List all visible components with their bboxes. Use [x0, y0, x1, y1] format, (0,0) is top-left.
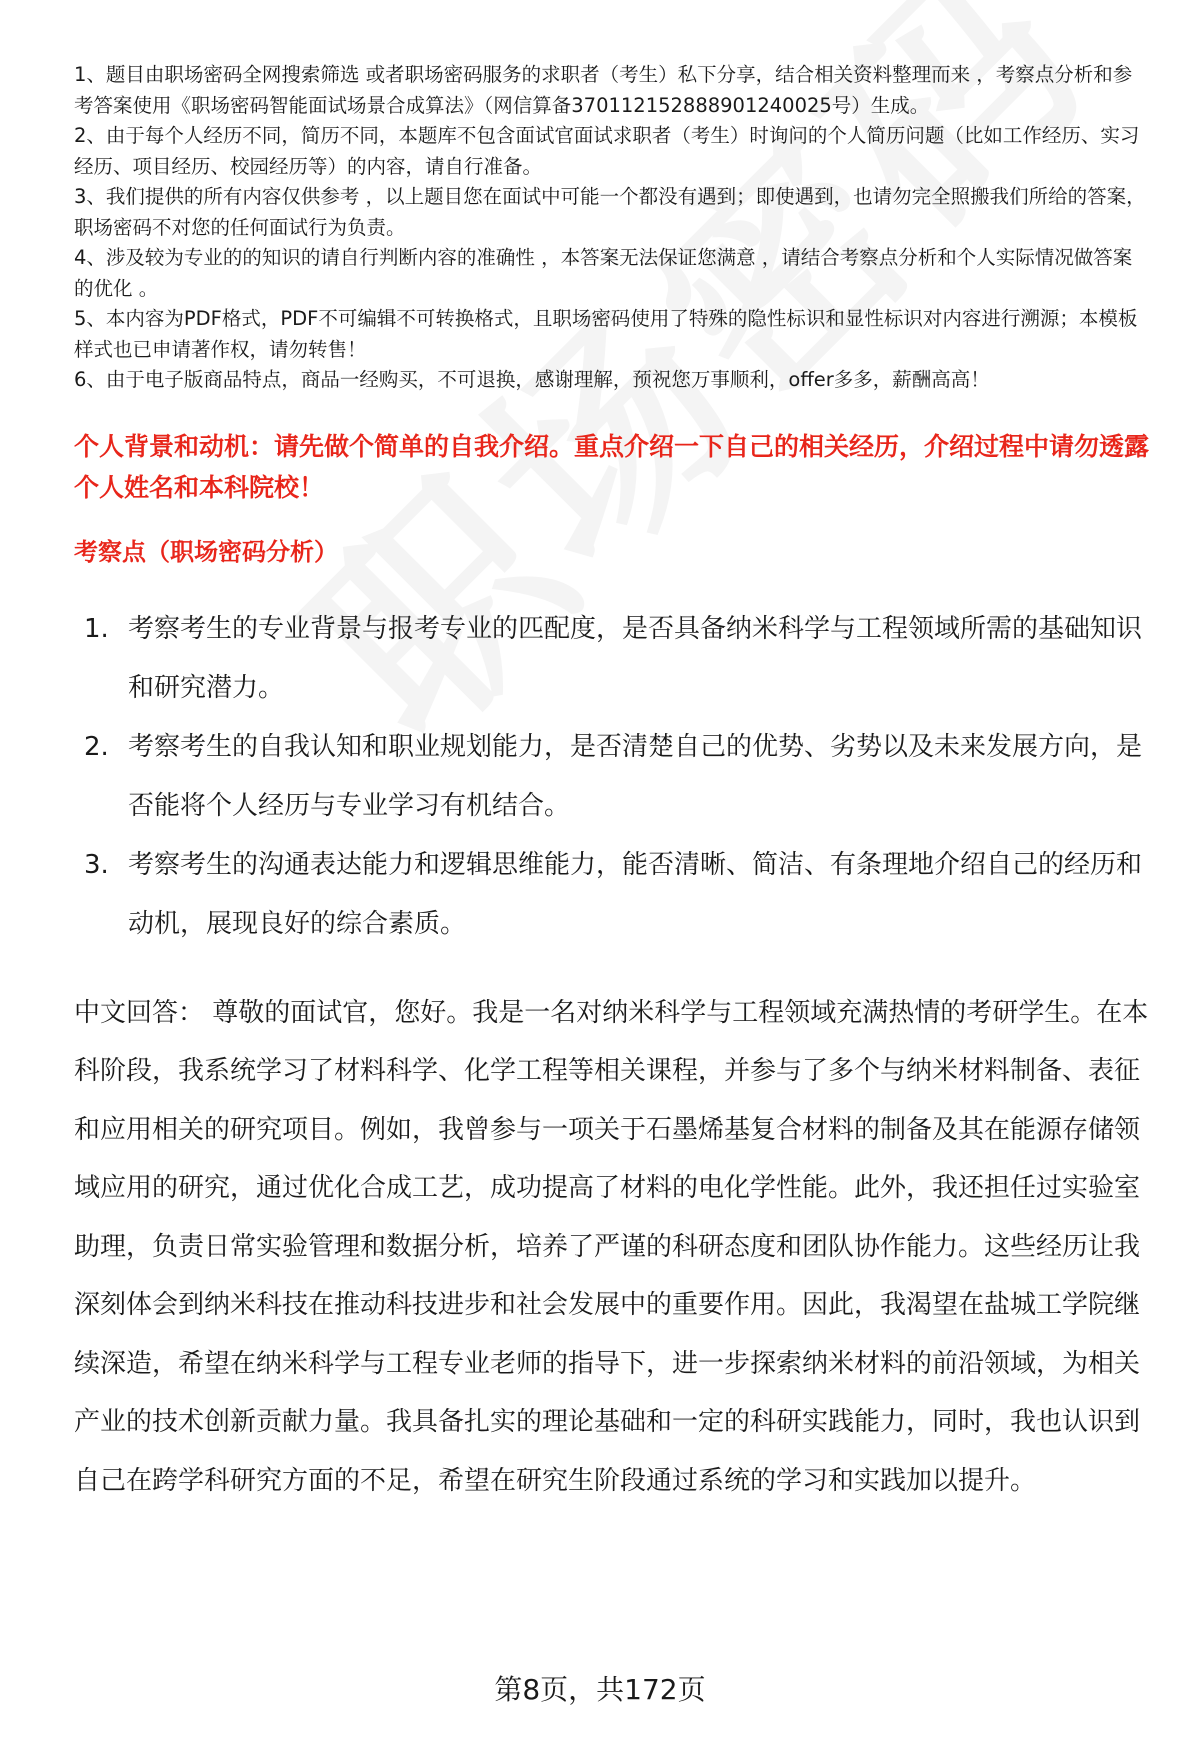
interview-question: 个人背景和动机：请先做个简单的自我介绍。重点介绍一下自己的相关经历，介绍过程中请勿透露个人姓名和本科院校！	[74, 431, 1150, 502]
point-number: 1.	[84, 613, 109, 644]
notice-list	[74, 60, 1150, 396]
notice-item: 5、本内容为PDF格式，PDF不可编辑不可转换格式，且职场密码使用了特殊的隐性标识和显性标识对内容进行溯源；本模板样式也已申请著作权，请勿转售！	[74, 307, 1138, 361]
assessment-point	[74, 836, 1150, 954]
chinese-answer: 中文回答： 尊敬的面试官，您好。我是一名对纳米科学与工程领域充满热情的考研学生。在本科阶段，我系统学习了材料科学、化学工程等相关课程，并参与了多个与纳米材料制备、表征和应用相关的研究项目。例如，我曾参与一项关于石墨烯基复合材料的制备及其在能源存储领域应用的研究，通过优化合成工艺，成功提高了材料的电化学性能。此外，我还担任过实验室助理，负责日常实验管理和数据分析，培养了严谨的科研态度和团队协作能力。这些经历让我深刻体会到纳米科技在推动科技进步和社会发展中的重要作用。因此，我渴望在盐城工学院继续深造，希望在纳米科学与工程专业老师的指导下，进一步探索纳米材料的前沿领域，为相关产业的技术创新贡献力量。我具备扎实的理论基础和一定的科研实践能力，同时，我也认识到自己在跨学科研究方面的不足，希望在研究生阶段通过系统的学习和实践加以提升。	[74, 997, 1149, 1496]
point-text: 考察考生的自我认知和职业规划能力，是否清楚自己的优势、劣势以及未来发展方向，是否能将个人经历与专业学习有机结合。	[128, 731, 1143, 821]
point-text: 考察考生的沟通表达能力和逻辑思维能力，能否清晰、简洁、有条理地介绍自己的经历和动机，展现良好的综合素质。	[128, 849, 1143, 939]
notice-item: 4、涉及较为专业的的知识的请自行判断内容的准确性 ，本答案无法保证您满意 ，请结合考察点分析和个人实际情况做答案的优化 。	[74, 246, 1133, 300]
point-number: 3.	[84, 849, 109, 880]
point-number: 2.	[84, 731, 109, 762]
assessment-point	[74, 600, 1150, 718]
section-title: 考察点（职场密码分析）	[74, 537, 338, 566]
notice-item: 3、我们提供的所有内容仅供参考 ，以上题目您在面试中可能一个都没有遇到；即使遇到，也请勿完全照搬我们所给的答案，职场密码不对您的任何面试行为负责。	[74, 185, 1146, 239]
point-text: 考察考生的专业背景与报考专业的匹配度，是否具备纳米科学与工程领域所需的基础知识和研究潜力。	[128, 613, 1143, 703]
notice-item: 2、由于每个人经历不同，简历不同，本题库不包含面试官面试求职者（考生）时询问的个人简历问题（比如工作经历、实习经历、项目经历、校园经历等）的内容，请自行准备。	[74, 124, 1140, 178]
assessment-points	[74, 600, 1150, 954]
notice-item: 1、题目由职场密码全网搜索筛选 或者职场密码服务的求职者（考生）私下分享，结合相关资料整理而来 ，考察点分析和参考答案使用《职场密码智能面试场景合成算法》（网信算备370112152888901240025号）生成。	[74, 63, 1133, 117]
assessment-point	[74, 718, 1150, 836]
page-number: 第8页，共172页	[494, 1673, 706, 1706]
notice-item: 6、由于电子版商品特点，商品一经购买，不可退换，感谢理解，预祝您万事顺利，offer多多，薪酬高高！	[74, 368, 990, 391]
